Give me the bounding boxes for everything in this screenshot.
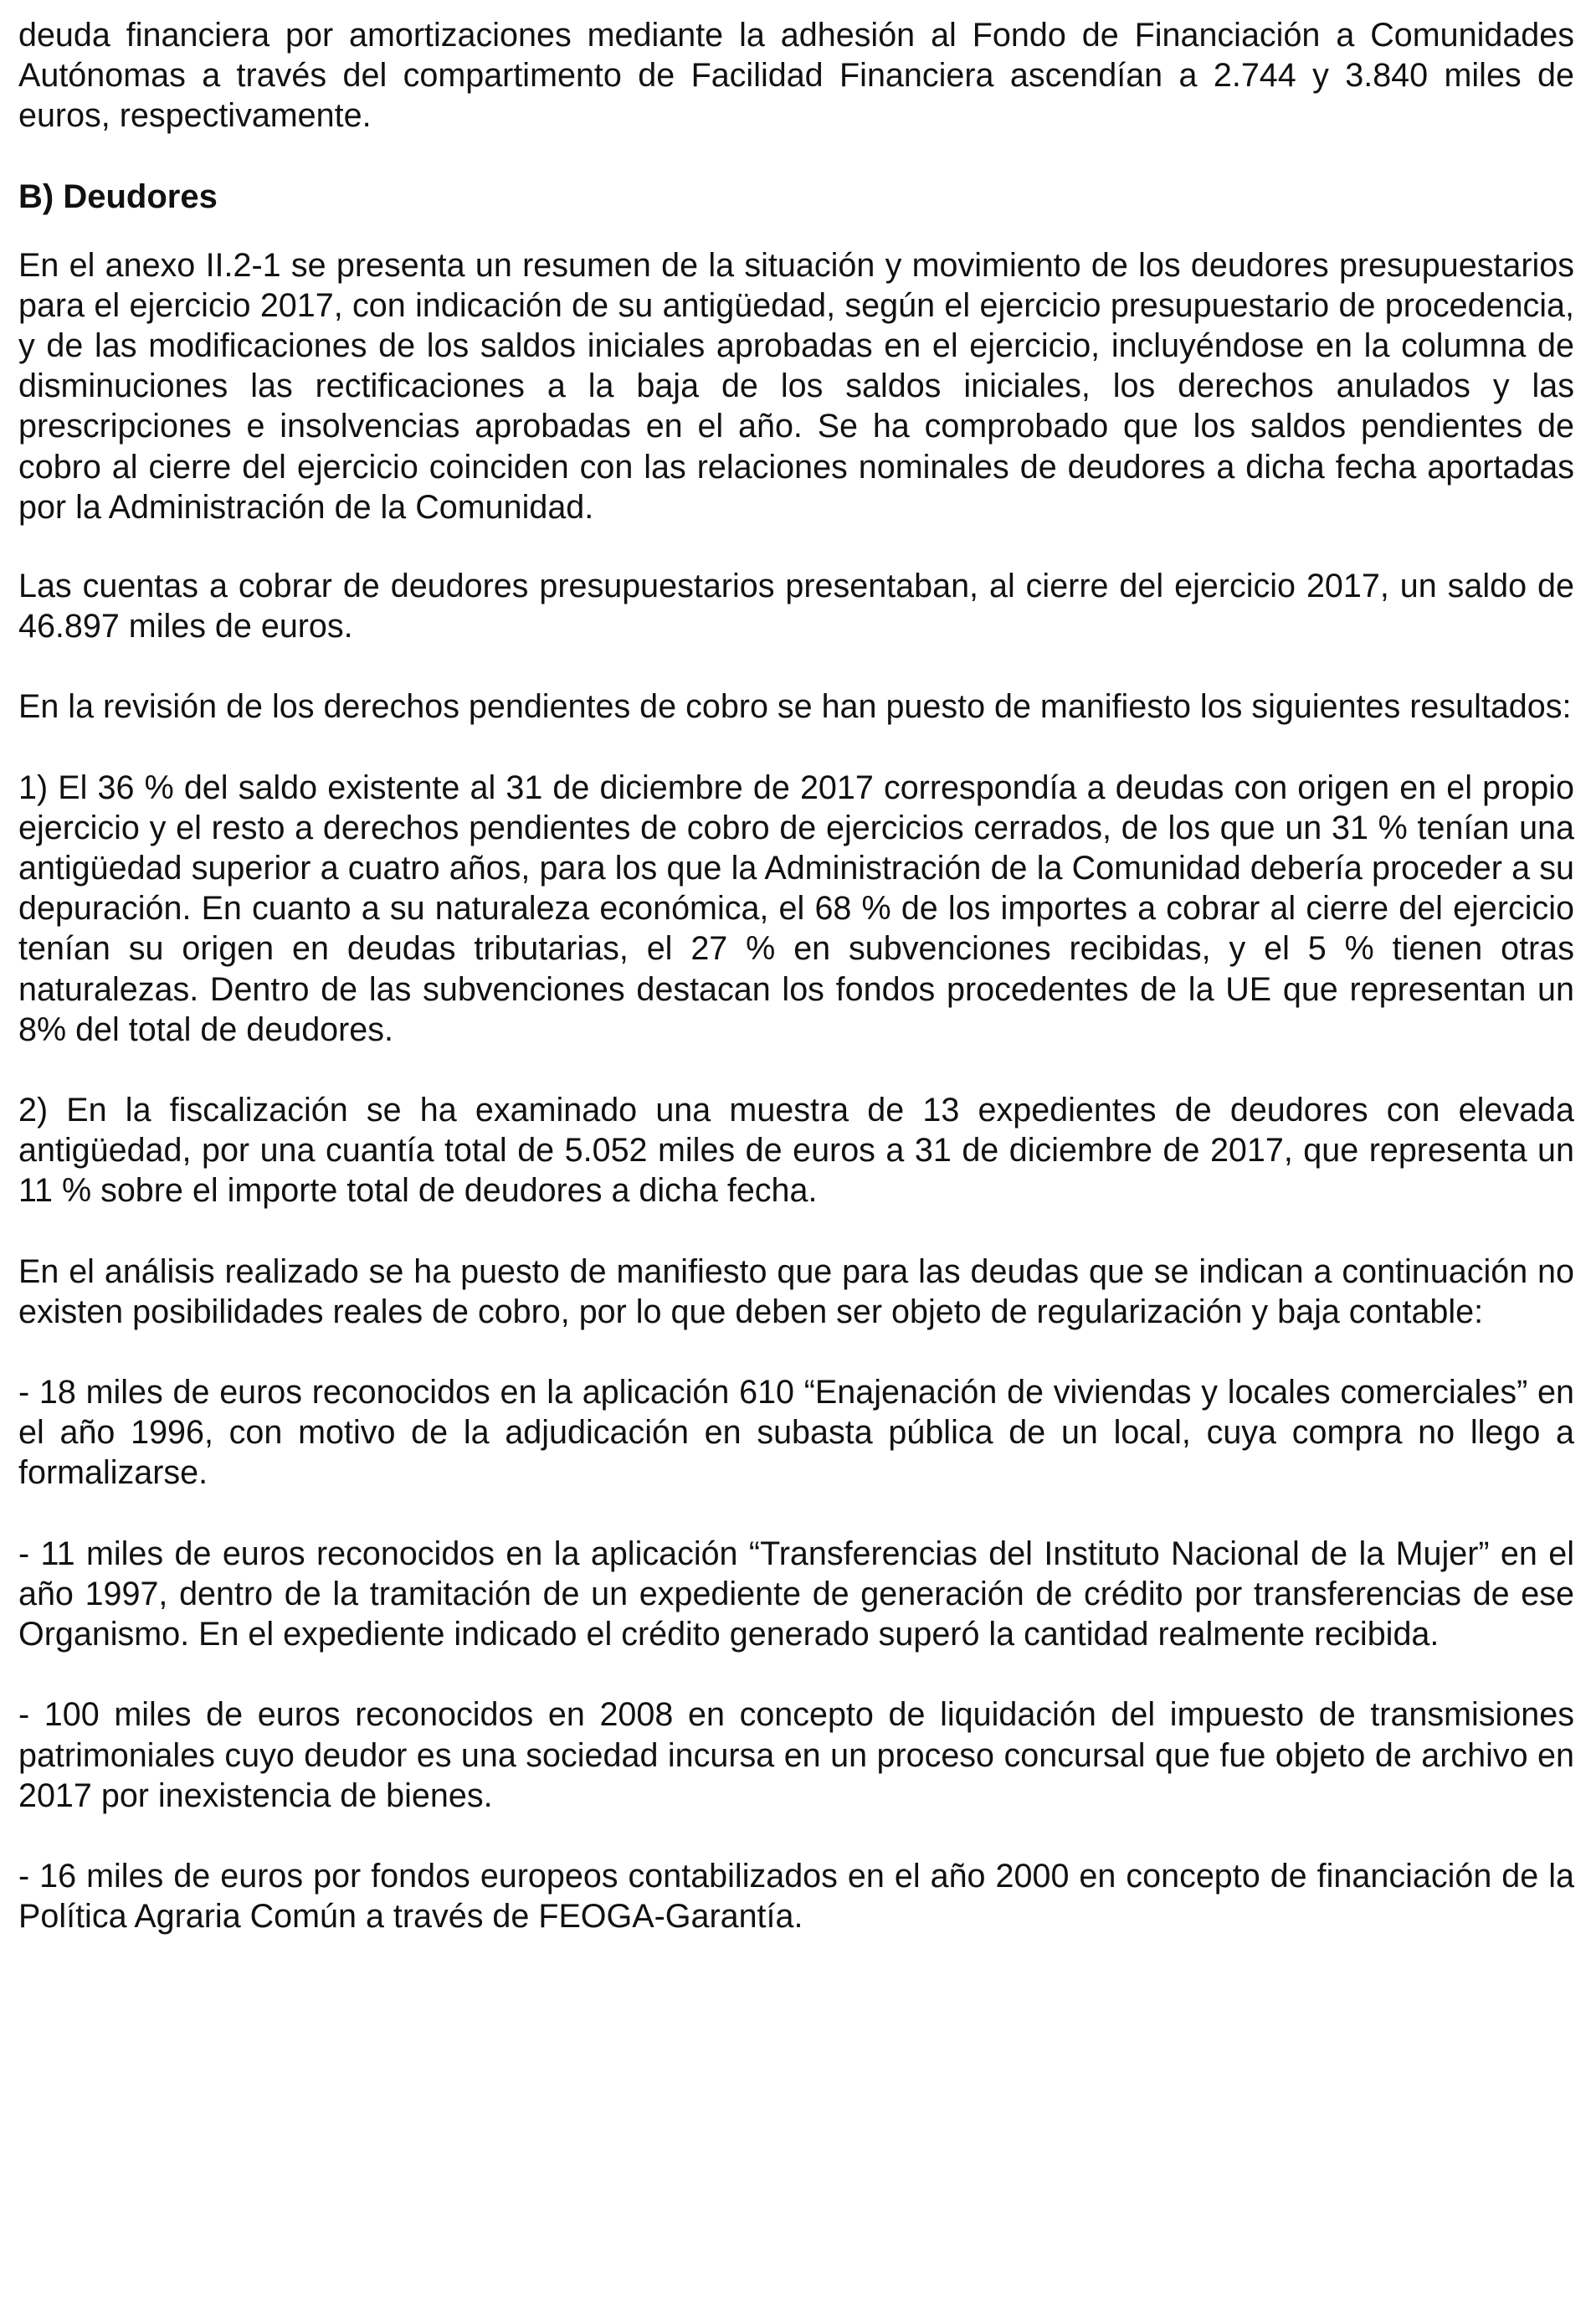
paragraph-receivables-balance: Las cuentas a cobrar de deudores presupuestarios presentaban, al cierre del ejercicio 2017, un saldo de 46.897 miles de euros. [18,568,1574,645]
paragraph-financial-debt: deuda financiera por amortizaciones mediante la adhesión al Fondo de Financiación a Comunidades Autónomas a través del compartimento de Facilidad Financiera ascendían a 2.744 y 3.840 miles de euros, respectivamente. [18,17,1574,135]
list-item-housing-sale: - 18 miles de euros reconocidos en la aplicación 610 “Enajenación de viviendas y locales comerciales” en el año 1996, con motivo de la adjudicación en subasta pública de un local, cuya compra no llego a formalizarse. [18,1374,1574,1492]
section-heading-deudores: B) Deudores [18,177,218,215]
list-item-women-institute-transfer: - 11 miles de euros reconocidos en la aplicación “Transferencias del Instituto Nacional de la Mujer” en el año 1997, dentro de la tramitación de un expediente de generación de crédito por transferencias de ese Organismo. En el expediente indicado el crédito generado superó la cantidad realmente recibida. [18,1535,1574,1653]
paragraph-annex-summary: En el anexo II.2-1 se presenta un resumen de la situación y movimiento de los deudores presupuestarios para el ejercicio 2017, con indicación de su antigüedad, según el ejercicio presupuestario de procedencia, y de las modificaciones de los saldos iniciales aprobadas en el ejercicio, incluyéndose en la columna de disminuciones las rectificaciones a la baja de los saldos iniciales, los derechos anulados y las prescripciones e insolvencias aprobadas en el año. Se ha comprobado que los saldos pendientes de cobro al cierre del ejercicio coinciden con las relaciones nominales de deudores a dicha fecha aportadas por la Administración de la Comunidad. [18,246,1574,526]
paragraph-review-intro: En la revisión de los derechos pendientes de cobro se han puesto de manifiesto los siguientes resultados: [18,688,1572,726]
paragraph-result-two: 2) En la fiscalización se ha examinado una muestra de 13 expedientes de deudores con elevada antigüedad, por una cuantía total de 5.052 miles de euros a 31 de diciembre de 2017, que representa un 11 % sobre el importe total de deudores a dicha fecha. [18,1092,1574,1210]
paragraph-analysis-intro: En el análisis realizado se ha puesto de manifiesto que para las deudas que se indican a continuación no existen posibilidades reales de cobro, por lo que deben ser objeto de regularización y baja contable: [18,1252,1574,1330]
list-item-property-transfer-tax: - 100 miles de euros reconocidos en 2008 en concepto de liquidación del impuesto de transmisiones patrimoniales cuyo deudor es una sociedad incursa en un proceso concursal que fue objeto de archivo en 2017 por inexistencia de bienes. [18,1696,1574,1814]
list-item-feoga-funds: - 16 miles de euros por fondos europeos contabilizados en el año 2000 en concepto de financiación de la Política Agraria Común a través de FEOGA-Garantía. [18,1857,1574,1936]
paragraph-result-one: 1) El 36 % del saldo existente al 31 de diciembre de 2017 correspondía a deudas con origen en el propio ejercicio y el resto a derechos pendientes de cobro de ejercicios cerrados, de los que un 31 % tenían una antigüedad superior a cuatro años, para los que la Administración de la Comunidad debería proceder a su depuración. En cuanto a su naturaleza económica, el 68 % de los importes a cobrar al cierre del ejercicio tenían su origen en deudas tributarias, el 27 % en subvenciones recibidas, y el 5 % tienen otras naturalezas. Dentro de las subvenciones destacan los fondos procedentes de la UE que representan un 8% del total de deudores. [18,769,1574,1048]
